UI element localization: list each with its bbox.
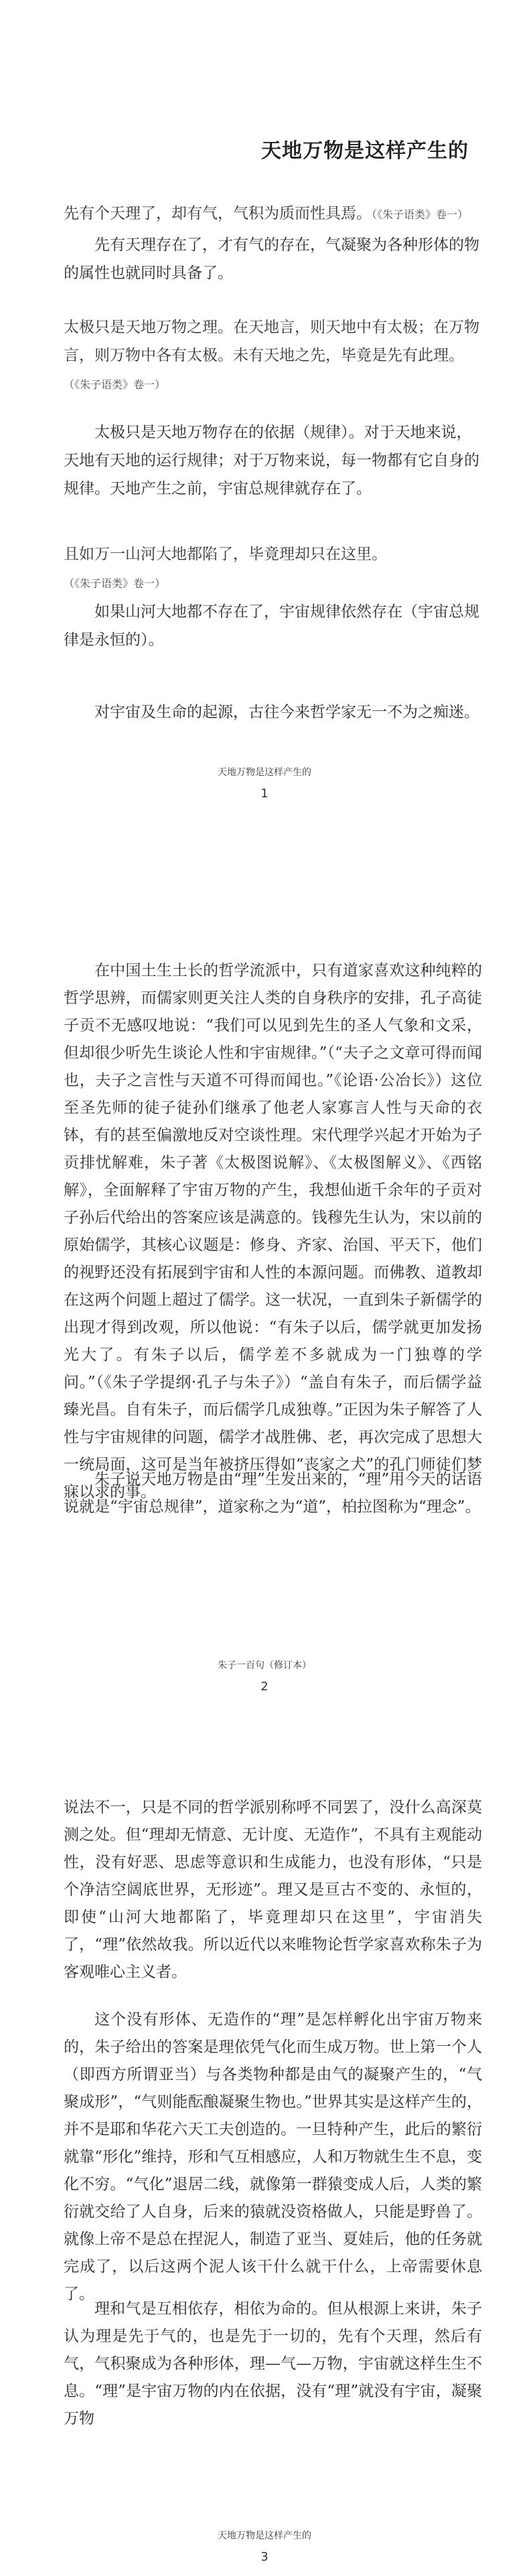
- page-2: [0, 828, 529, 1706]
- body-paragraph: 说法不一，只是不同的哲学派别称呼不同罢了，没什么高深莫测之处。但“理却无情意、无计度、无造作”，不具有主观能动性，没有好恶、思虑等意识和生成能力，也没有形体，“只是个净洁空阔底世界，无形迹”。理又是亘古不变的、永恒的，即使“山河大地都陷了，毕竟理却只在这里”，宇宙消失了，“理”依然故我。所以近代以来唯物论哲学家喜欢称朱子为客观唯心主义者。: [64, 1799, 482, 1981]
- body-paragraph: 理和气是互相依存，相依为命的。但从根源上来讲，朱子认为理是先于气的，也是先于一切的，先有个天理，然后有气，气积聚成为各种形体，理—气—万物，宇宙就这样生生不息。“理”是宇宙万物的内在依据，没有“理”就没有宇宙，凝聚万物: [64, 2300, 482, 2427]
- chapter-title: 天地万物是这样产生的: [261, 139, 469, 163]
- page-footer: 朱子一百句（修订本）: [218, 1660, 311, 1671]
- page-3: [0, 1706, 529, 2576]
- translation-2: 太极只是天地万物存在的依据（规律）。对于天地来说，天地有天地的运行规律；对于万物来说，每一物都有它自身的规律。天地产生之前，宇宙总规律就存在了。: [64, 424, 479, 497]
- page-number: 2: [260, 1680, 269, 1694]
- translation-3: 如果山河大地都不存在了，宇宙规律依然存在（宇宙总规律是永恒的）。: [64, 603, 479, 649]
- page-1: [0, 0, 529, 828]
- quote-text: 太极只是天地万物之理。在天地言，则天地中有太极；在万物言，则万物中各有太极。未有天地之先，毕竟是先有此理。: [64, 319, 479, 364]
- page-number: 3: [260, 2550, 269, 2564]
- body-paragraph: 在中国土生土长的哲学流派中，只有道家喜欢这种纯粹的哲学思辨，而儒家则更关注人类的自身秩序的安排，孔子高徒子贡不无感叹地说：“我们可以见到先生的圣人气象和文采，但却很少听先生谈论人性和宇宙规律。”（“夫子之文章可得而闻也，夫子之言性与天道不可得而闻也。”《论语·公冶长》）这位至圣先师的徒子徒孙们继承了他老人家寡言人性与天命的衣钵，有的甚至偏激地反对空谈性理。宋代理学兴起才开始为子贡排忧解难，朱子著《太极图说解》、《太极图解义》、《西铭解》，全面解释了宇宙万物的产生，我想仙逝千余年的子贡对子孙后代给出的答案应该是满意的。钱穆先生认为，宋以前的原始儒学，其核心议题是：修身、齐家、治国、平天下，他们的视野还没有拓展到宇宙和人性的本源问题。而佛教、道教却在这两个问题上超过了儒学。这一状况，一直到朱子新儒学的出现才得到改观，所以他说：“有朱子以后，儒学就更加发扬光大了。有朱子以后，儒学差不多就成为一门独尊的学问。”（《朱子学提纲·孔子与朱子》）“盖自有朱子，而后儒学益臻光昌。自有朱子，而后儒学几成独尊。”正因为朱子解答了人性与宇宙规律的问题，儒学才战胜佛、老，再次完成了思想大一统局面，这可是当年被挤压得如“丧家之犬”的孔门师徒们梦寐以求的事。: [64, 962, 482, 1501]
- body-paragraph: 对宇宙及生命的起源，古往今来哲学家无一不为之痴迷。: [94, 704, 479, 721]
- page-footer: 天地万物是这样产生的: [218, 2530, 311, 2541]
- body-paragraph: 这个没有形体、无造作的“理”是怎样孵化出宇宙万物来的，朱子给出的答案是理依凭气化而生成万物。世上第一个人（即西方所谓亚当）与各类物种都是由气的凝聚产生的，“气聚成形”，“气则能酝酿凝聚生物也。”世界其实是这样产生的，并不是耶和华花六天工夫创造的。一旦特种产生，此后的繁衍就靠“形化”维持，形和气互相感应，人和万物就生生不息，变化不穷。“气化”退居二线，就像第一群猿变成人后，人类的繁衍就交给了人自身，后来的猿就没资格做人，只能是野兽了。就像上帝不是总在捏泥人，制造了亚当、夏娃后，他的任务就完成了，以后这两个泥人该干什么就干什么，上帝需要休息了。: [64, 2011, 482, 2303]
- translation-1: 先有天理存在了，才有气的存在，气凝聚为各种形体的物的属性也就同时具备了。: [64, 236, 479, 282]
- quote-text: 先有个天理了，却有气，气积为质而性具焉。: [64, 205, 372, 222]
- body-paragraph: 朱子说天地万物是由“理”生发出来的，“理”用今天的话语说就是“宇宙总规律”，道家称之为“道”，柏拉图称为“理念”。: [64, 1471, 482, 1516]
- page-footer: 天地万物是这样产生的: [218, 767, 311, 778]
- page-number: 1: [260, 787, 269, 801]
- quote-text: 且如万一山河大地都陷了，毕竟理却只在这里。: [64, 546, 387, 563]
- quote-source: （《朱子语类》卷一）: [372, 208, 469, 221]
- classical-quote-1: [64, 199, 482, 229]
- quote-source: （《朱子语类》卷一）: [64, 378, 166, 391]
- quote-source: （《朱子语类》卷一）: [64, 577, 166, 590]
- classical-quote-2: [64, 313, 482, 399]
- classical-quote-3: [64, 540, 482, 598]
